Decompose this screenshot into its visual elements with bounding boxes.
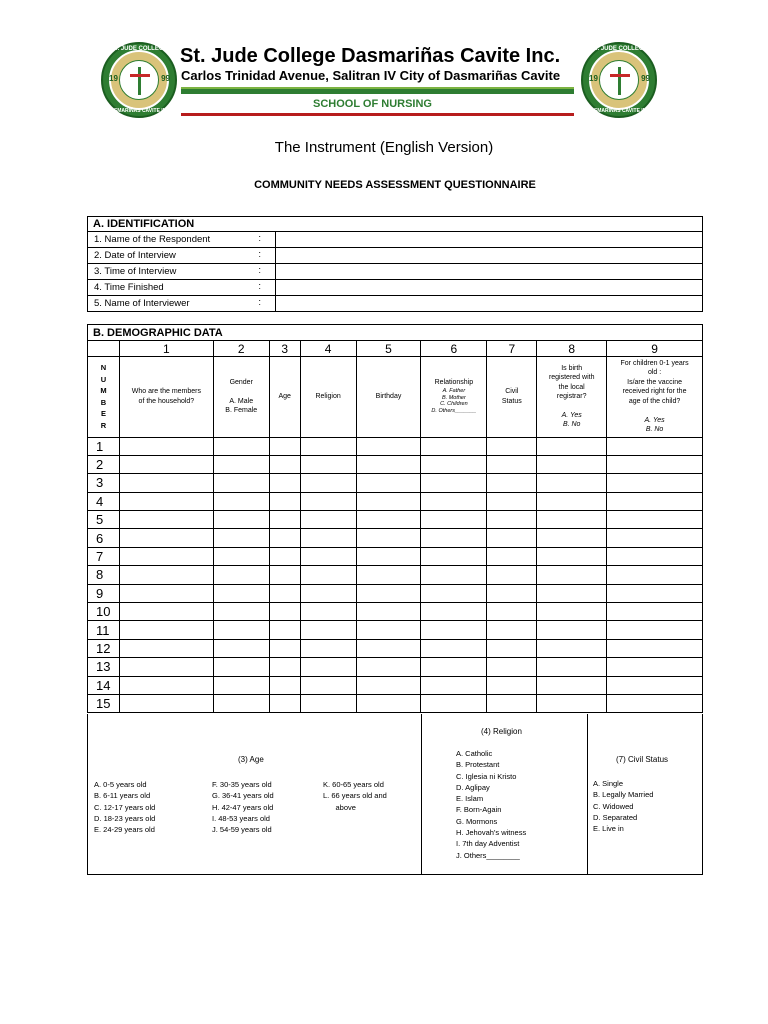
table-row	[88, 474, 703, 492]
row-number: 10	[88, 603, 120, 621]
identification-label-text: 4. Time Finished	[94, 282, 164, 293]
number-letter: E	[100, 409, 106, 419]
table-row	[88, 547, 703, 565]
data-cell[interactable]	[213, 437, 269, 455]
number-letter: B	[100, 397, 107, 407]
row-number: 8	[88, 566, 120, 584]
header-option: B. Mother	[441, 394, 466, 401]
header-line: B. Female	[225, 407, 258, 415]
header-vaccine	[607, 357, 703, 438]
data-cell[interactable]	[213, 492, 269, 510]
legend-religion-list	[456, 748, 526, 861]
data-cell[interactable]	[537, 529, 607, 547]
data-cell[interactable]	[356, 547, 421, 565]
data-cell[interactable]	[300, 639, 356, 657]
data-cell[interactable]	[537, 676, 607, 694]
column-number: 8	[537, 341, 607, 357]
row-number: 15	[88, 694, 120, 712]
data-cell[interactable]	[213, 474, 269, 492]
data-cell[interactable]	[213, 639, 269, 657]
table-row	[88, 621, 703, 639]
data-cell[interactable]	[356, 639, 421, 657]
section-a-title: A. IDENTIFICATION	[88, 217, 703, 232]
header-option: A. Father	[442, 387, 466, 394]
data-cell[interactable]	[421, 566, 487, 584]
legend-item: A. Catholic	[456, 749, 493, 758]
data-cell[interactable]	[213, 658, 269, 676]
table-row	[88, 492, 703, 510]
data-cell[interactable]	[421, 474, 487, 492]
data-cell[interactable]	[269, 474, 300, 492]
legend-item: E. Live in	[593, 824, 624, 834]
data-cell[interactable]	[607, 603, 703, 621]
data-cell[interactable]	[269, 694, 300, 712]
document-subtitle: COMMUNITY NEEDS ASSESSMENT QUESTIONNAIRE	[254, 179, 536, 191]
legend-item: C. 12-17 years old	[94, 802, 156, 812]
data-cell[interactable]	[487, 437, 537, 455]
row-number: 14	[88, 676, 120, 694]
header-option: C. Children	[440, 401, 468, 408]
data-cell[interactable]	[421, 639, 487, 657]
header-line: age of the child?	[628, 397, 681, 405]
data-cell[interactable]	[356, 694, 421, 712]
header-underline	[181, 113, 574, 116]
header-line: Who are the members	[131, 388, 201, 396]
identification-table	[87, 216, 703, 312]
demographic-data-table	[87, 324, 703, 713]
data-cell[interactable]	[421, 529, 487, 547]
data-cell[interactable]	[119, 603, 213, 621]
data-cell[interactable]	[119, 584, 213, 602]
data-cell[interactable]	[119, 529, 213, 547]
header-age	[269, 357, 300, 438]
data-cell[interactable]	[537, 474, 607, 492]
column-number: 4	[300, 341, 356, 357]
table-row	[88, 694, 703, 712]
legend-age-col2	[212, 779, 274, 835]
identification-value-field[interactable]	[276, 248, 703, 264]
table-row	[88, 603, 703, 621]
data-cell[interactable]	[487, 584, 537, 602]
legend-religion-title: (4) Religion	[481, 727, 522, 736]
header-line: registered with	[548, 374, 595, 382]
data-cell[interactable]	[300, 566, 356, 584]
data-cell[interactable]	[421, 694, 487, 712]
identification-label-text: 3. Time of Interview	[94, 266, 177, 277]
data-cell[interactable]	[421, 455, 487, 473]
data-cell[interactable]	[537, 603, 607, 621]
legend-item: D. Aglipay	[456, 782, 490, 792]
data-cell[interactable]	[300, 621, 356, 639]
data-cell[interactable]	[487, 511, 537, 529]
header-birth-registered	[537, 357, 607, 438]
data-cell[interactable]	[119, 474, 213, 492]
table-row	[88, 658, 703, 676]
data-cell[interactable]	[269, 639, 300, 657]
data-cell[interactable]	[607, 566, 703, 584]
header-gender	[213, 357, 269, 438]
data-cell[interactable]	[421, 584, 487, 602]
header-line: Is/are the vaccine	[627, 378, 682, 386]
data-cell[interactable]	[356, 658, 421, 676]
header-civil-status	[487, 357, 537, 438]
data-cell[interactable]	[607, 547, 703, 565]
row-number: 11	[88, 621, 120, 639]
data-cell[interactable]	[213, 547, 269, 565]
header-option: A. Yes	[561, 411, 582, 419]
identification-label	[88, 296, 276, 312]
data-cell[interactable]	[487, 474, 537, 492]
identification-colon: :	[258, 249, 261, 260]
header-option: B. No	[645, 426, 664, 434]
data-cell[interactable]	[269, 455, 300, 473]
data-cell[interactable]	[607, 474, 703, 492]
header-line: A. Male	[229, 397, 254, 405]
data-cell[interactable]	[421, 658, 487, 676]
data-cell[interactable]	[269, 621, 300, 639]
identification-colon: :	[258, 233, 261, 244]
data-cell[interactable]	[300, 603, 356, 621]
header-line: Relationship	[434, 379, 474, 387]
data-cell[interactable]	[607, 694, 703, 712]
header-option: A. Yes	[644, 416, 665, 424]
header-line: of the household?	[138, 397, 195, 405]
data-cell[interactable]	[607, 437, 703, 455]
column-number: 2	[213, 341, 269, 357]
legend-item: D. Separated	[593, 812, 638, 822]
data-cell[interactable]	[119, 694, 213, 712]
data-cell[interactable]	[487, 566, 537, 584]
column-number: 9	[607, 341, 703, 357]
legend-item: G. 36-41 years old	[212, 791, 274, 801]
data-cell[interactable]	[356, 676, 421, 694]
data-cell[interactable]	[119, 658, 213, 676]
data-cell[interactable]	[607, 455, 703, 473]
header-birthday	[356, 357, 421, 438]
data-cell[interactable]	[487, 603, 537, 621]
data-cell[interactable]	[300, 658, 356, 676]
header-religion	[300, 357, 356, 438]
data-cell[interactable]	[607, 621, 703, 639]
data-cell[interactable]	[300, 474, 356, 492]
row-number: 13	[88, 658, 120, 676]
data-cell[interactable]	[356, 511, 421, 529]
data-cell[interactable]	[607, 492, 703, 510]
header-line: Age	[278, 393, 291, 401]
number-letter: N	[100, 362, 107, 372]
legend-civil-status-list	[593, 778, 653, 834]
data-cell[interactable]	[356, 529, 421, 547]
data-cell[interactable]	[607, 676, 703, 694]
data-cell[interactable]	[421, 547, 487, 565]
data-cell[interactable]	[356, 603, 421, 621]
school-seal-left-icon: ST. JUDE COLLEGE 19 99 DASMARIÑAS CAVITE INC.	[101, 42, 177, 118]
legend-age-col1	[94, 779, 155, 835]
data-cell[interactable]	[487, 492, 537, 510]
data-cell[interactable]	[213, 584, 269, 602]
data-cell[interactable]	[119, 455, 213, 473]
data-cell[interactable]	[119, 621, 213, 639]
data-cell[interactable]	[487, 676, 537, 694]
data-cell[interactable]	[537, 658, 607, 676]
data-cell[interactable]	[537, 511, 607, 529]
column-number-row	[88, 341, 703, 357]
identification-value-field[interactable]	[276, 232, 703, 248]
legend-item: H. Jehovah's witness	[456, 828, 527, 838]
row-number: 9	[88, 584, 120, 602]
header-line: For children 0-1 years	[620, 360, 689, 367]
header-line: the local	[558, 383, 585, 391]
data-cell[interactable]	[300, 694, 356, 712]
legend-item: C. Widowed	[593, 801, 634, 811]
section-b-title: B. DEMOGRAPHIC DATA	[88, 325, 703, 341]
legend-item: H. 42-47 years old	[212, 802, 274, 812]
data-cell[interactable]	[269, 511, 300, 529]
data-cell[interactable]	[119, 547, 213, 565]
data-cell[interactable]	[300, 492, 356, 510]
legend-item: I. 48-53 years old	[212, 813, 270, 823]
data-cell[interactable]	[607, 658, 703, 676]
data-cell[interactable]	[119, 492, 213, 510]
data-cell[interactable]	[300, 437, 356, 455]
header-line	[216, 387, 267, 396]
header-line: Is birth	[561, 364, 583, 372]
column-number: 7	[487, 341, 537, 357]
row-number: 12	[88, 639, 120, 657]
header-line: Status	[501, 397, 522, 405]
data-cell[interactable]	[213, 455, 269, 473]
data-cell[interactable]	[119, 437, 213, 455]
number-letter: M	[100, 386, 107, 396]
school-seal-right-icon: ST. JUDE COLLEGE 19 99 DASMARIÑAS CAVITE INC.	[581, 42, 657, 118]
identification-label	[88, 248, 276, 264]
table-row	[88, 437, 703, 455]
legend-item: F. 30-35 years old	[212, 780, 272, 789]
identification-colon: :	[258, 297, 261, 308]
legend-age-title: (3) Age	[238, 755, 264, 764]
data-cell[interactable]	[487, 639, 537, 657]
data-cell[interactable]	[269, 492, 300, 510]
legend-item: above	[323, 802, 356, 812]
data-cell[interactable]	[537, 566, 607, 584]
data-cell[interactable]	[213, 529, 269, 547]
identification-value-field[interactable]	[276, 296, 703, 312]
data-cell[interactable]	[421, 621, 487, 639]
data-cell[interactable]	[607, 511, 703, 529]
row-number: 3	[88, 474, 120, 492]
data-cell[interactable]	[213, 511, 269, 529]
header-line: old :	[647, 369, 662, 377]
table-row	[88, 511, 703, 529]
data-cell[interactable]	[537, 694, 607, 712]
data-cell[interactable]	[421, 511, 487, 529]
table-row	[88, 639, 703, 657]
column-header-row	[88, 357, 703, 438]
data-cell[interactable]	[119, 639, 213, 657]
data-cell[interactable]	[607, 584, 703, 602]
school-address: Carlos Trinidad Avenue, Salitran IV City of Dasmariñas Cavite	[181, 68, 561, 83]
legend-item: F. Born-Again	[456, 805, 502, 815]
legend-item: D. 18-23 years old	[94, 813, 156, 823]
data-cell[interactable]	[607, 639, 703, 657]
school-department: SCHOOL OF NURSING	[313, 98, 432, 110]
row-number: 2	[88, 455, 120, 473]
data-cell[interactable]	[213, 694, 269, 712]
data-cell[interactable]	[537, 584, 607, 602]
data-cell[interactable]	[300, 676, 356, 694]
legend-item: I. 7th day Adventist	[456, 839, 520, 849]
identification-colon: :	[258, 281, 261, 292]
data-cell[interactable]	[487, 455, 537, 473]
identification-label	[88, 232, 276, 248]
header-line: received right for the	[622, 388, 687, 396]
data-cell[interactable]	[356, 621, 421, 639]
column-number: 6	[421, 341, 487, 357]
data-cell[interactable]	[269, 566, 300, 584]
row-number: 1	[88, 437, 120, 455]
identification-label-text: 2. Date of Interview	[94, 250, 176, 261]
column-number-blank	[88, 341, 120, 357]
data-cell[interactable]	[356, 437, 421, 455]
data-cell[interactable]	[356, 584, 421, 602]
school-name: St. Jude College Dasmariñas Cavite Inc.	[180, 45, 561, 67]
column-number: 1	[119, 341, 213, 357]
header-household-members	[119, 357, 213, 438]
data-cell[interactable]	[356, 566, 421, 584]
legend-item: J. 54-59 years old	[212, 825, 272, 835]
data-cell[interactable]	[119, 511, 213, 529]
legend-item: K. 60-65 years old	[323, 780, 384, 789]
row-number: 6	[88, 529, 120, 547]
data-cell[interactable]	[487, 621, 537, 639]
identification-value-field[interactable]	[276, 280, 703, 296]
legend-item: E. 24-29 years old	[94, 825, 155, 835]
identification-value-field[interactable]	[276, 264, 703, 280]
data-cell[interactable]	[213, 676, 269, 694]
number-letter: U	[100, 374, 107, 384]
data-cell[interactable]	[537, 492, 607, 510]
legend-item: A. 0-5 years old	[94, 780, 147, 789]
data-cell[interactable]	[300, 511, 356, 529]
header-line: Gender	[229, 378, 253, 386]
identification-label-text: 5. Name of Interviewer	[94, 298, 190, 309]
data-cell[interactable]	[537, 437, 607, 455]
header-line: Birthday	[375, 393, 402, 401]
data-cell[interactable]	[269, 676, 300, 694]
identification-label	[88, 264, 276, 280]
column-number: 5	[356, 341, 421, 357]
data-cell[interactable]	[269, 437, 300, 455]
data-cell[interactable]	[213, 566, 269, 584]
data-cell[interactable]	[421, 437, 487, 455]
data-cell[interactable]	[119, 566, 213, 584]
data-cell[interactable]	[119, 676, 213, 694]
header-divider	[181, 87, 574, 94]
table-row	[88, 584, 703, 602]
legend-age-col3	[323, 779, 387, 813]
identification-label	[88, 280, 276, 296]
data-cell[interactable]	[300, 547, 356, 565]
data-cell[interactable]	[269, 529, 300, 547]
table-row	[88, 566, 703, 584]
table-row	[88, 529, 703, 547]
data-cell[interactable]	[487, 658, 537, 676]
data-cell[interactable]	[487, 529, 537, 547]
data-cell[interactable]	[537, 455, 607, 473]
data-cell[interactable]	[607, 529, 703, 547]
table-row	[88, 676, 703, 694]
legend-item: C. Iglesia ni Kristo	[456, 771, 517, 781]
data-cell[interactable]	[356, 455, 421, 473]
data-cell[interactable]	[213, 603, 269, 621]
identification-label-text: 1. Name of the Respondent	[94, 234, 211, 245]
document-title: The Instrument (English Version)	[274, 139, 494, 156]
data-cell[interactable]	[487, 694, 537, 712]
column-number: 3	[269, 341, 300, 357]
legend-item: B. Legally Married	[593, 790, 654, 800]
data-cell[interactable]	[537, 621, 607, 639]
legend-item: B. Protestant	[456, 760, 500, 770]
data-cell[interactable]	[537, 547, 607, 565]
header-line: Religion	[315, 393, 341, 401]
legend-item: B. 6-11 years old	[94, 791, 151, 801]
data-cell[interactable]	[300, 455, 356, 473]
number-letter: R	[100, 421, 107, 430]
header-relationship	[421, 357, 487, 438]
data-cell[interactable]	[421, 603, 487, 621]
header-option: B. No	[562, 421, 581, 429]
data-cell[interactable]	[213, 621, 269, 639]
data-cell[interactable]	[356, 492, 421, 510]
data-cell[interactable]	[300, 529, 356, 547]
legend-item: J. Others________	[456, 850, 520, 860]
data-cell[interactable]	[487, 547, 537, 565]
data-cell[interactable]	[421, 492, 487, 510]
legend-item: E. Islam	[456, 794, 484, 804]
data-cell[interactable]	[300, 584, 356, 602]
data-cell[interactable]	[356, 474, 421, 492]
number-vertical-label	[88, 357, 120, 438]
table-row	[88, 455, 703, 473]
data-cell[interactable]	[537, 639, 607, 657]
row-number: 7	[88, 547, 120, 565]
row-number: 4	[88, 492, 120, 510]
row-number: 5	[88, 511, 120, 529]
legend-item: G. Mormons	[456, 816, 498, 826]
identification-colon: :	[258, 265, 261, 276]
header-spacer	[539, 401, 604, 410]
header-spacer	[609, 406, 700, 415]
header-line: Civil	[505, 388, 519, 396]
data-cell[interactable]	[269, 584, 300, 602]
legend-item: L. 66 years old and	[323, 791, 387, 801]
data-cell[interactable]	[421, 676, 487, 694]
header-line: registrar?	[556, 393, 587, 401]
header-option: D. Others_______	[431, 408, 477, 415]
legend-item: A. Single	[593, 779, 624, 788]
data-cell[interactable]	[269, 547, 300, 565]
data-cell[interactable]	[269, 658, 300, 676]
data-cell[interactable]	[269, 603, 300, 621]
legend-civil-status-title: (7) Civil Status	[616, 755, 669, 764]
